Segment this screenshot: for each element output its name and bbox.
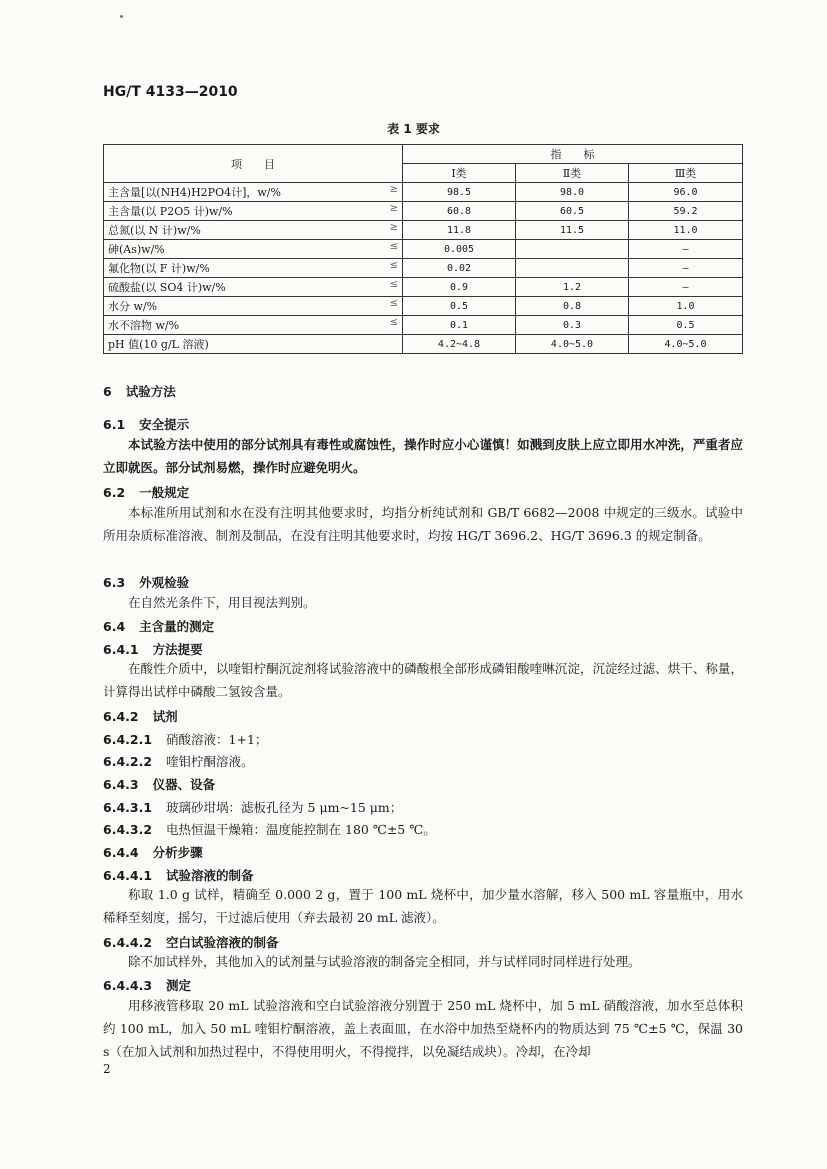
section-title: 测定 xyxy=(166,978,192,993)
table-caption: 表 1 要求 xyxy=(387,122,440,136)
cell-class-1: 60.8 xyxy=(403,202,516,221)
section-number: 6.4.4 xyxy=(103,845,139,860)
row-item-name: 水不溶物 w/% xyxy=(108,319,180,332)
row-item-name: 水分 w/% xyxy=(108,300,158,313)
section-title: 分析步骤 xyxy=(152,845,203,860)
cell-class-1: 0.9 xyxy=(403,278,516,297)
section-title: 试剂 xyxy=(152,709,178,724)
row-operator: ≤ xyxy=(389,279,398,290)
section-heading-6 xyxy=(103,382,176,400)
row-operator: ≥ xyxy=(389,222,398,233)
row-item-name: 主含量[以(NH4)H2PO4计]，w/% xyxy=(108,186,281,199)
section-number: 6.4.4.1 xyxy=(103,868,153,883)
section-number: 6.4.2 xyxy=(103,709,139,724)
cell-class-1: 0.005 xyxy=(403,240,516,259)
section-number: 6.4.4.3 xyxy=(103,978,153,993)
item-text: 硝酸溶液：1+1； xyxy=(166,732,268,747)
row-operator: ≤ xyxy=(389,298,398,309)
section-heading-6-2 xyxy=(103,483,189,501)
section-number: 6.3 xyxy=(103,575,126,590)
section-title: 试验溶液的制备 xyxy=(166,868,254,883)
section-title: 安全提示 xyxy=(139,417,190,432)
section-title: 仪器、设备 xyxy=(152,777,216,792)
cell-class-2 xyxy=(516,240,629,259)
item-number: 6.4.3.2 xyxy=(103,822,153,837)
section-number: 6.1 xyxy=(103,417,126,432)
reagent-item-2 xyxy=(103,752,254,770)
equipment-item-2 xyxy=(103,820,436,838)
section-heading-6-3 xyxy=(103,573,189,591)
item-number: 6.4.3.1 xyxy=(103,800,153,815)
visual-inspection-text: 在自然光条件下，用目视法判别。 xyxy=(128,595,316,610)
cell-class-1: 11.8 xyxy=(403,221,516,240)
section-heading-6-4-4-1 xyxy=(103,866,254,884)
general-rules-text: 本标准所用试剂和水在没有注明其他要求时，均指分析纯试剂和 GB/T 6682—2008 中规定的三级水。试验中所用杂质标准溶液、制剂及制品，在没有注明其他要求时，均按 HG/T 3696.2、HG/T 3696.3 的规定制备。 xyxy=(103,505,743,543)
section-heading-6-4-4-3 xyxy=(103,976,191,994)
cell-class-2: 4.0~5.0 xyxy=(516,335,629,354)
row-operator: ≥ xyxy=(389,203,398,214)
cell-class-1: 98.5 xyxy=(403,183,516,202)
row-operator: ≤ xyxy=(389,260,398,271)
table-row xyxy=(104,278,743,297)
section-heading-6-4-3 xyxy=(103,775,215,793)
item-number: 6.4.2.1 xyxy=(103,732,153,747)
col-header-class-3: Ⅲ类 xyxy=(629,164,743,183)
method-summary-text: 在酸性介质中，以喹钼柠酮沉淀剂将试验溶液中的磷酸根全部形成磷钼酸喹啉沉淀，沉淀经过滤、烘干、称量，计算得出试样中磷酸二氢铵含量。 xyxy=(103,661,743,699)
item-text: 电热恒温干燥箱：温度能控制在 180 ℃±5 ℃。 xyxy=(166,822,436,837)
section-number: 6.4 xyxy=(103,619,126,634)
cell-class-3: 4.0~5.0 xyxy=(629,335,743,354)
safety-notice-text: 本试验方法中使用的部分试剂具有毒性或腐蚀性，操作时应小心谨慎！如溅到皮肤上应立即用水冲洗，严重者应立即就医。部分试剂易燃，操作时应避免明火。 xyxy=(103,437,743,475)
table-row xyxy=(104,202,743,221)
section-title: 外观检验 xyxy=(139,575,190,590)
scan-speck xyxy=(120,15,123,18)
section-title: 主含量的测定 xyxy=(139,619,215,634)
col-header-class-2: Ⅱ类 xyxy=(516,164,629,183)
cell-class-2: 98.0 xyxy=(516,183,629,202)
reagent-item-1 xyxy=(103,730,267,748)
table-row xyxy=(104,316,743,335)
row-item-name: pH 值(10 g/L 溶液) xyxy=(108,338,209,351)
cell-class-1: 4.2~4.8 xyxy=(403,335,516,354)
standard-code: HG/T 4133—2010 xyxy=(103,84,238,100)
cell-class-1: 0.02 xyxy=(403,259,516,278)
cell-class-3: — xyxy=(629,278,743,297)
table-header-row xyxy=(104,145,743,164)
table-row xyxy=(104,240,743,259)
equipment-item-1 xyxy=(103,798,402,816)
table-row xyxy=(104,335,743,354)
item-text: 玻璃砂坩埚：滤板孔径为 5 μm~15 μm； xyxy=(166,800,403,815)
cell-class-3: 59.2 xyxy=(629,202,743,221)
cell-class-2: 0.8 xyxy=(516,297,629,316)
cell-class-2 xyxy=(516,259,629,278)
row-item-name: 硫酸盐(以 SO4 计)w/% xyxy=(108,281,226,294)
row-operator: ≤ xyxy=(389,317,398,328)
cell-class-3: 0.5 xyxy=(629,316,743,335)
section-heading-6-4-4-2 xyxy=(103,933,279,951)
section-title: 试验方法 xyxy=(125,384,176,399)
col-header-index: 指 标 xyxy=(403,145,743,164)
cell-class-1: 0.5 xyxy=(403,297,516,316)
section-title: 空白试验溶液的制备 xyxy=(166,935,279,950)
row-operator: ≤ xyxy=(389,241,398,252)
cell-class-3: 11.0 xyxy=(629,221,743,240)
section-title: 方法提要 xyxy=(152,642,203,657)
section-heading-6-4-2 xyxy=(103,707,178,725)
cell-class-3: 1.0 xyxy=(629,297,743,316)
col-header-class-1: Ⅰ类 xyxy=(403,164,516,183)
section-heading-6-1 xyxy=(103,415,189,433)
section-number: 6.2 xyxy=(103,485,126,500)
test-solution-prep-text: 称取 1.0 g 试样，精确至 0.000 2 g，置于 100 mL 烧杯中，加少量水溶解，移入 500 mL 容量瓶中，用水稀释至刻度，摇匀，干过滤后使用（弃去最初 20 mL 滤液）。 xyxy=(103,887,743,925)
cell-class-3: 96.0 xyxy=(629,183,743,202)
cell-class-2: 0.3 xyxy=(516,316,629,335)
determination-text: 用移液管移取 20 mL 试验溶液和空白试验溶液分别置于 250 mL 烧杯中，加 5 mL 硝酸溶液，加水至总体积约 100 mL，加入 50 mL 喹钼柠酮溶液，盖上表面皿，在水浴中加热至烧杯内的物质达到 75 ℃±5 ℃，保温 30 s（在加入试剂和加热过程中，不得使用明火，不得搅拌，以免凝结成块）。冷却，在冷却 xyxy=(103,998,743,1059)
cell-class-3: — xyxy=(629,259,743,278)
table-row xyxy=(104,221,743,240)
cell-class-2: 1.2 xyxy=(516,278,629,297)
row-item-name: 主含量(以 P2O5 计)w/% xyxy=(108,205,233,218)
section-number: 6.4.3 xyxy=(103,777,139,792)
cell-class-2: 60.5 xyxy=(516,202,629,221)
blank-solution-prep-text: 除不加试样外，其他加入的试剂量与试验溶液的制备完全相同，并与试样同时同样进行处理。 xyxy=(128,954,641,969)
section-heading-6-4 xyxy=(103,617,214,635)
row-item-name: 氟化物(以 F 计)w/% xyxy=(108,262,210,275)
cell-class-3: — xyxy=(629,240,743,259)
cell-class-1: 0.1 xyxy=(403,316,516,335)
item-text: 喹钼柠酮溶液。 xyxy=(166,754,254,769)
section-number: 6.4.4.2 xyxy=(103,935,153,950)
table-row xyxy=(104,297,743,316)
section-title: 一般规定 xyxy=(139,485,190,500)
page-number: 2 xyxy=(103,1062,111,1076)
row-operator: ≥ xyxy=(389,184,398,195)
table-row xyxy=(104,259,743,278)
table-row xyxy=(104,183,743,202)
section-number: 6 xyxy=(103,384,112,399)
section-heading-6-4-1 xyxy=(103,640,203,658)
col-header-item: 项 目 xyxy=(104,145,403,183)
item-number: 6.4.2.2 xyxy=(103,754,153,769)
section-number: 6.4.1 xyxy=(103,642,139,657)
requirements-table xyxy=(103,144,743,354)
row-item-name: 砷(As)w/% xyxy=(108,243,165,256)
cell-class-2: 11.5 xyxy=(516,221,629,240)
row-item-name: 总氮(以 N 计)w/% xyxy=(108,224,201,237)
section-heading-6-4-4 xyxy=(103,843,203,861)
